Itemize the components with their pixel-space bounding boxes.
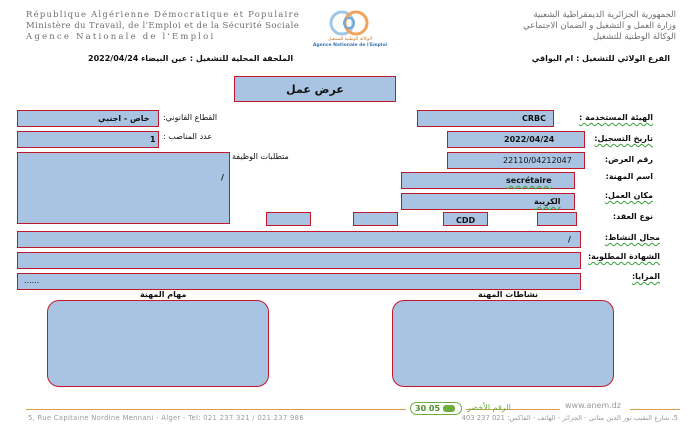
profession-activities-label: نشاطات المهنة [478, 290, 539, 299]
employer-value: CRBC [522, 114, 546, 123]
activity-field-value: / [568, 235, 571, 244]
footer-divider-left [26, 409, 406, 410]
local-annex: الملحقة المحلية للتشغيل : عين البيضاء 2022/04/24 [88, 54, 294, 63]
footer-address-ar: 5، شارع النقيب نور الدين مناني - الجزائر - الهاتف - الفاكس: 021 237 403 [461, 414, 678, 422]
registration-date-box [447, 131, 585, 148]
page-title: عرض عمل [286, 83, 344, 96]
legal-sector-label: القطاع القانوني: [163, 113, 218, 122]
employer-box [417, 110, 554, 127]
phone-icon [443, 405, 455, 412]
profession-activities-box [392, 300, 614, 387]
benefits-box [17, 273, 581, 290]
contract-box-1 [266, 212, 311, 226]
offer-number-value: 22110/04212047 [503, 156, 572, 165]
positions-value: 1 [150, 135, 156, 144]
logo-fr-text: Agence Nationale de l'Emploi [312, 43, 388, 48]
employer-label: الهيئة المستخدمة : [579, 113, 653, 122]
positions-box [17, 131, 159, 148]
logo-ar-text: الوكالة الوطنية للتشغيل [328, 37, 372, 42]
header-ar-line-3: الوكالة الوطنية للتشغيل [593, 32, 676, 42]
diploma-label: الشهادة المطلوبة: [587, 252, 660, 261]
diploma-box [17, 252, 581, 269]
footer-address-fr: 5, Rue Capitaine Nordine Mennani - Alger - Tel: 021 237 321 / 021 237 986 [28, 414, 304, 422]
anem-logo [310, 6, 390, 50]
positions-label: عدد المناصب : [163, 132, 213, 141]
header-fr-line-3: Agence Nationale de l'Emploi [26, 32, 216, 42]
activity-field-label: مجال النشاط: [604, 233, 660, 242]
activity-field-box [17, 231, 581, 248]
workplace-label: مكان العمل: [604, 191, 653, 200]
footer-divider-right [630, 409, 680, 410]
green-number: 30 05 [415, 404, 441, 413]
header-ar-line-2: وزارة العمل و التشغيل و الضمان الاجتماعي [523, 21, 676, 31]
contract-box-4 [537, 212, 577, 226]
job-name-box [401, 172, 575, 189]
job-name-label: اسم المهنة: [605, 172, 653, 181]
profession-tasks-box [47, 300, 269, 387]
offer-number-label: رقم العرض: [604, 155, 653, 164]
legal-sector-box [17, 110, 159, 127]
requirements-label: متطلبات الوظيفة [232, 152, 289, 161]
contract-box-3 [443, 212, 488, 226]
legal-sector-value: خاص - اجنبي [98, 114, 150, 123]
workplace-box [401, 193, 575, 210]
header-ar-line-1: الجمهورية الجزائرية الديمقراطية الشعبية [533, 10, 676, 20]
requirements-value: / [221, 173, 224, 182]
header-fr-line-1: République Algérienne Démocratique et Populaire [26, 10, 300, 20]
contract-type-label: نوع العقد: [612, 212, 653, 221]
offer-number-box [447, 152, 585, 169]
registration-date-value: 2022/04/24 [504, 135, 555, 144]
green-number-label: الرقم الأخضر [467, 403, 511, 412]
footer-website: www.anem.dz [565, 401, 621, 410]
benefits-value: ...... [24, 276, 40, 285]
benefits-label: المزايا: [631, 272, 660, 281]
profession-tasks-label: مهام المهنة [140, 290, 187, 299]
contract-type-value: CDD [456, 216, 476, 225]
contract-box-2 [353, 212, 398, 226]
job-name-value: secrétaire [506, 176, 552, 185]
workplace-value: الكريبة [534, 197, 561, 206]
header-fr-line-2: Ministère du Travail, de l'Emploi et de la Sécurité Sociale [26, 21, 300, 31]
registration-date-label: تاريخ التسجيل: [594, 134, 653, 143]
title-box [234, 76, 396, 102]
green-number-badge [410, 402, 462, 415]
branch-office: الفرع الولائي للتشغيل : ام البواقي [531, 54, 670, 63]
requirements-box [17, 152, 230, 224]
